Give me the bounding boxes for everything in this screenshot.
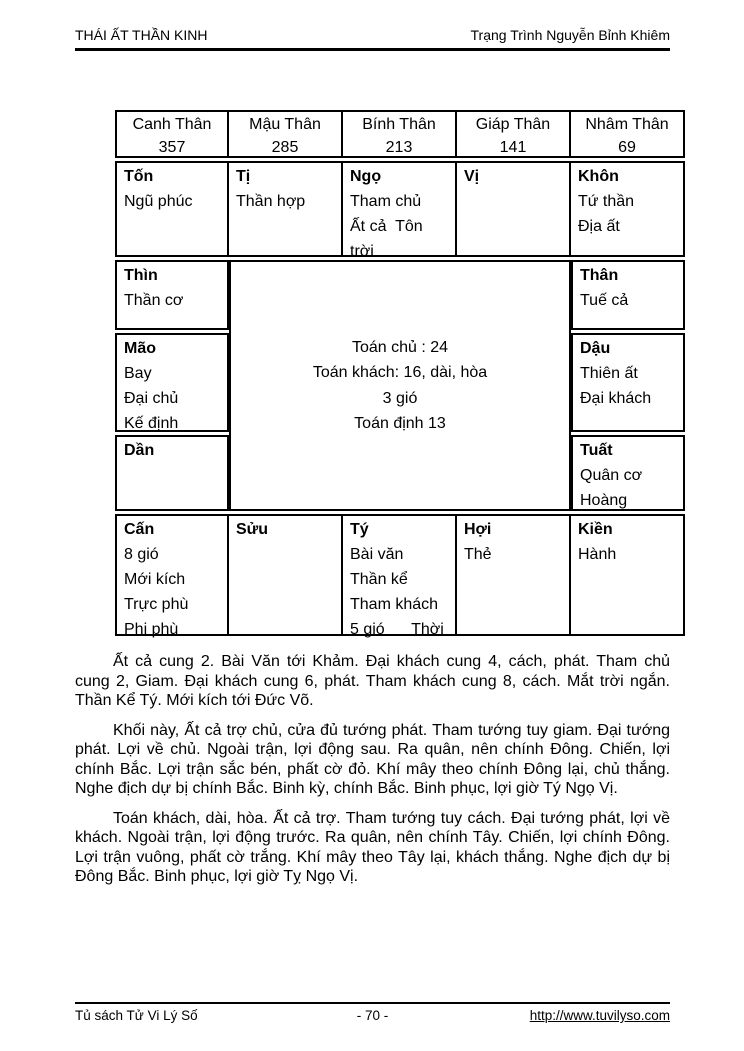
cell-lines [124,542,220,642]
cell-line: Kế định [124,415,179,432]
cell-line: Tuế cả [580,292,629,309]
cell-line: Phi phù [124,621,179,638]
col-value: 69 [618,139,636,156]
chart-cell-can [115,514,229,636]
col-value: 141 [499,139,527,156]
cell-lines [580,463,676,513]
cell-lines [578,542,676,567]
cell-title: Cấn [124,521,155,538]
cell-title: Sửu [236,521,269,538]
cell-lines [464,542,562,567]
center-lines [231,335,569,437]
chart-col-canh-than [115,110,229,158]
cell-line: Mới kích [124,571,186,588]
cell-line: Ngũ phúc [124,193,193,210]
cell-line: Hoàng [580,492,628,509]
chart-cell-suu [229,514,343,636]
footer-series: Tủ sách Tử Vi Lý Số [75,1008,198,1023]
chart-cell-thin [115,260,229,330]
cell-line: Tham khách [350,596,439,613]
cell-line: Địa ất [578,218,620,235]
cell-lines [578,189,676,239]
cell-title: Thân [580,267,619,284]
col-name: Bính Thân [362,116,436,133]
cell-line: 5 gió Thời [350,621,444,638]
cell-line: Bài văn [350,546,404,563]
cell-title: Thìn [124,267,158,284]
cell-title: Vị [464,168,480,185]
cell-line: Thần kể [350,571,408,588]
col-value: 213 [385,139,413,156]
paragraph-1: Ất cả cung 2. Bài Văn tới Khảm. Đại khách cung 4, cách, phát. Tham chủ cung 2, Giam. Đại khách cung 6, phát. Tham khách cung 8, cách. Mắt trời ngắn. Thần Kể Tý. Mới kích tới Đức Võ. [75,653,670,709]
cell-line: 8 gió [124,546,159,563]
cell-title: Hợi [464,521,492,538]
cell-title: Tị [236,168,251,185]
col-name: Nhâm Thân [585,116,669,133]
chart-cell-tuat [571,435,685,511]
cell-line: Tứ thần [578,193,635,210]
cell-title: Dần [124,442,155,459]
chart-cell-hoi [457,514,571,636]
cell-line: Trực phù [124,596,189,613]
col-value: 285 [271,139,299,156]
cell-lines [124,189,220,214]
cell-line: Thiên ất [580,365,638,382]
col-name: Giáp Thân [475,116,551,133]
cell-title: Dậu [580,340,611,357]
cell-line: Toán định 13 [354,415,446,432]
cell-title: Kiền [578,521,613,538]
chart-cell-kien [571,514,685,636]
chart-cell-dau [571,333,685,432]
paragraph-3: Toán khách, dài, hòa. Ất cả trợ. Tham tướng tuy cách. Đại tướng phát, lợi về khách. Ngoài trận, lợi động trước. Ra quân, nên chính Tây. Chiến, lợi chính Đông. Lợi trận vuông, phất cờ trắng. Khí mây theo Tây lại, khách thắng. Nghe địch dự bị Đông Bắc. Binh phục, lợi giờ Tỵ Ngọ Vị. [75,809,670,885]
chart-col-mau-than [229,110,343,158]
cell-title: Tuất [580,442,613,459]
cell-lines [124,361,220,436]
cell-line: Toán khách: 16, dài, hòa [312,364,488,381]
col-name: Canh Thân [132,116,212,133]
chart-cell-ty [343,514,457,636]
cell-lines [580,288,676,313]
cell-title: Tý [350,521,369,538]
page-content [75,0,670,897]
doc-author: Trạng Trình Nguyễn Bỉnh Khiêm [470,27,670,43]
cell-line: Bay [124,365,152,382]
col-value: 357 [158,139,186,156]
page-header [75,0,670,51]
cell-line: 3 gió [382,389,418,407]
cell-title: Tốn [124,168,154,185]
footer-website-link[interactable]: http://www.tuvilyso.com [529,1008,670,1023]
cell-line: Đại khách [580,390,652,407]
body-text [75,652,670,887]
chart-cell-ton [115,161,229,257]
paragraph-2: Khối này, Ất cả trợ chủ, cửa đủ tướng phát. Tham tướng tuy giam. Đại tướng phát. Lợi về chủ. Ngoài trận, lợi động sau. Ra quân, nên chính Đông. Chiến, lợi chính Bắc. Lợi trận sắc bén, phất cờ đỏ. Khí mây theo chính Đông lại, chủ thắng. Nghe địch dự bị chính Bắc. Binh kỳ, chính Bắc. Binh phục, lợi giờ Tý Ngọ Vị. [75,721,670,797]
cell-line: Ất cả Tôn trời [350,218,428,260]
col-name: Mậu Thân [249,116,321,133]
cell-lines [236,189,334,214]
chart-center-summary [229,260,571,511]
footer-page-number: - 70 - [356,1008,389,1023]
cell-line: Thần hợp [236,193,306,210]
chart-cell-ngo [343,161,457,260]
cell-title: Ngọ [350,168,382,185]
cell-line: Toán chủ : 24 [351,338,449,356]
doc-title: THÁI ẤT THẦN KINH [75,27,208,43]
chart-cell-than [571,260,685,330]
cell-line: Thần cơ [124,292,184,309]
cell-line: Thẻ [464,546,492,563]
cell-lines [124,288,220,313]
chart-cell-dan [115,435,229,511]
cell-line: Hành [578,546,617,563]
chart-col-binh-than [343,110,457,158]
thai-at-chart [115,110,670,636]
cell-lines [350,542,448,642]
cell-line: Tham chủ [350,193,422,210]
chart-cell-mao [115,333,229,432]
chart-cell-vi [457,161,571,257]
chart-cell-khon [571,161,685,257]
chart-col-nham-than [571,110,685,158]
chart-col-giap-than [457,110,571,158]
cell-title: Khôn [578,168,619,185]
cell-line: Đại chủ [124,390,179,407]
cell-lines [580,361,676,411]
cell-title: Mão [124,340,156,357]
cell-line: Quân cơ [580,467,643,484]
page-footer [75,1002,670,1023]
chart-cell-ti [229,161,343,257]
